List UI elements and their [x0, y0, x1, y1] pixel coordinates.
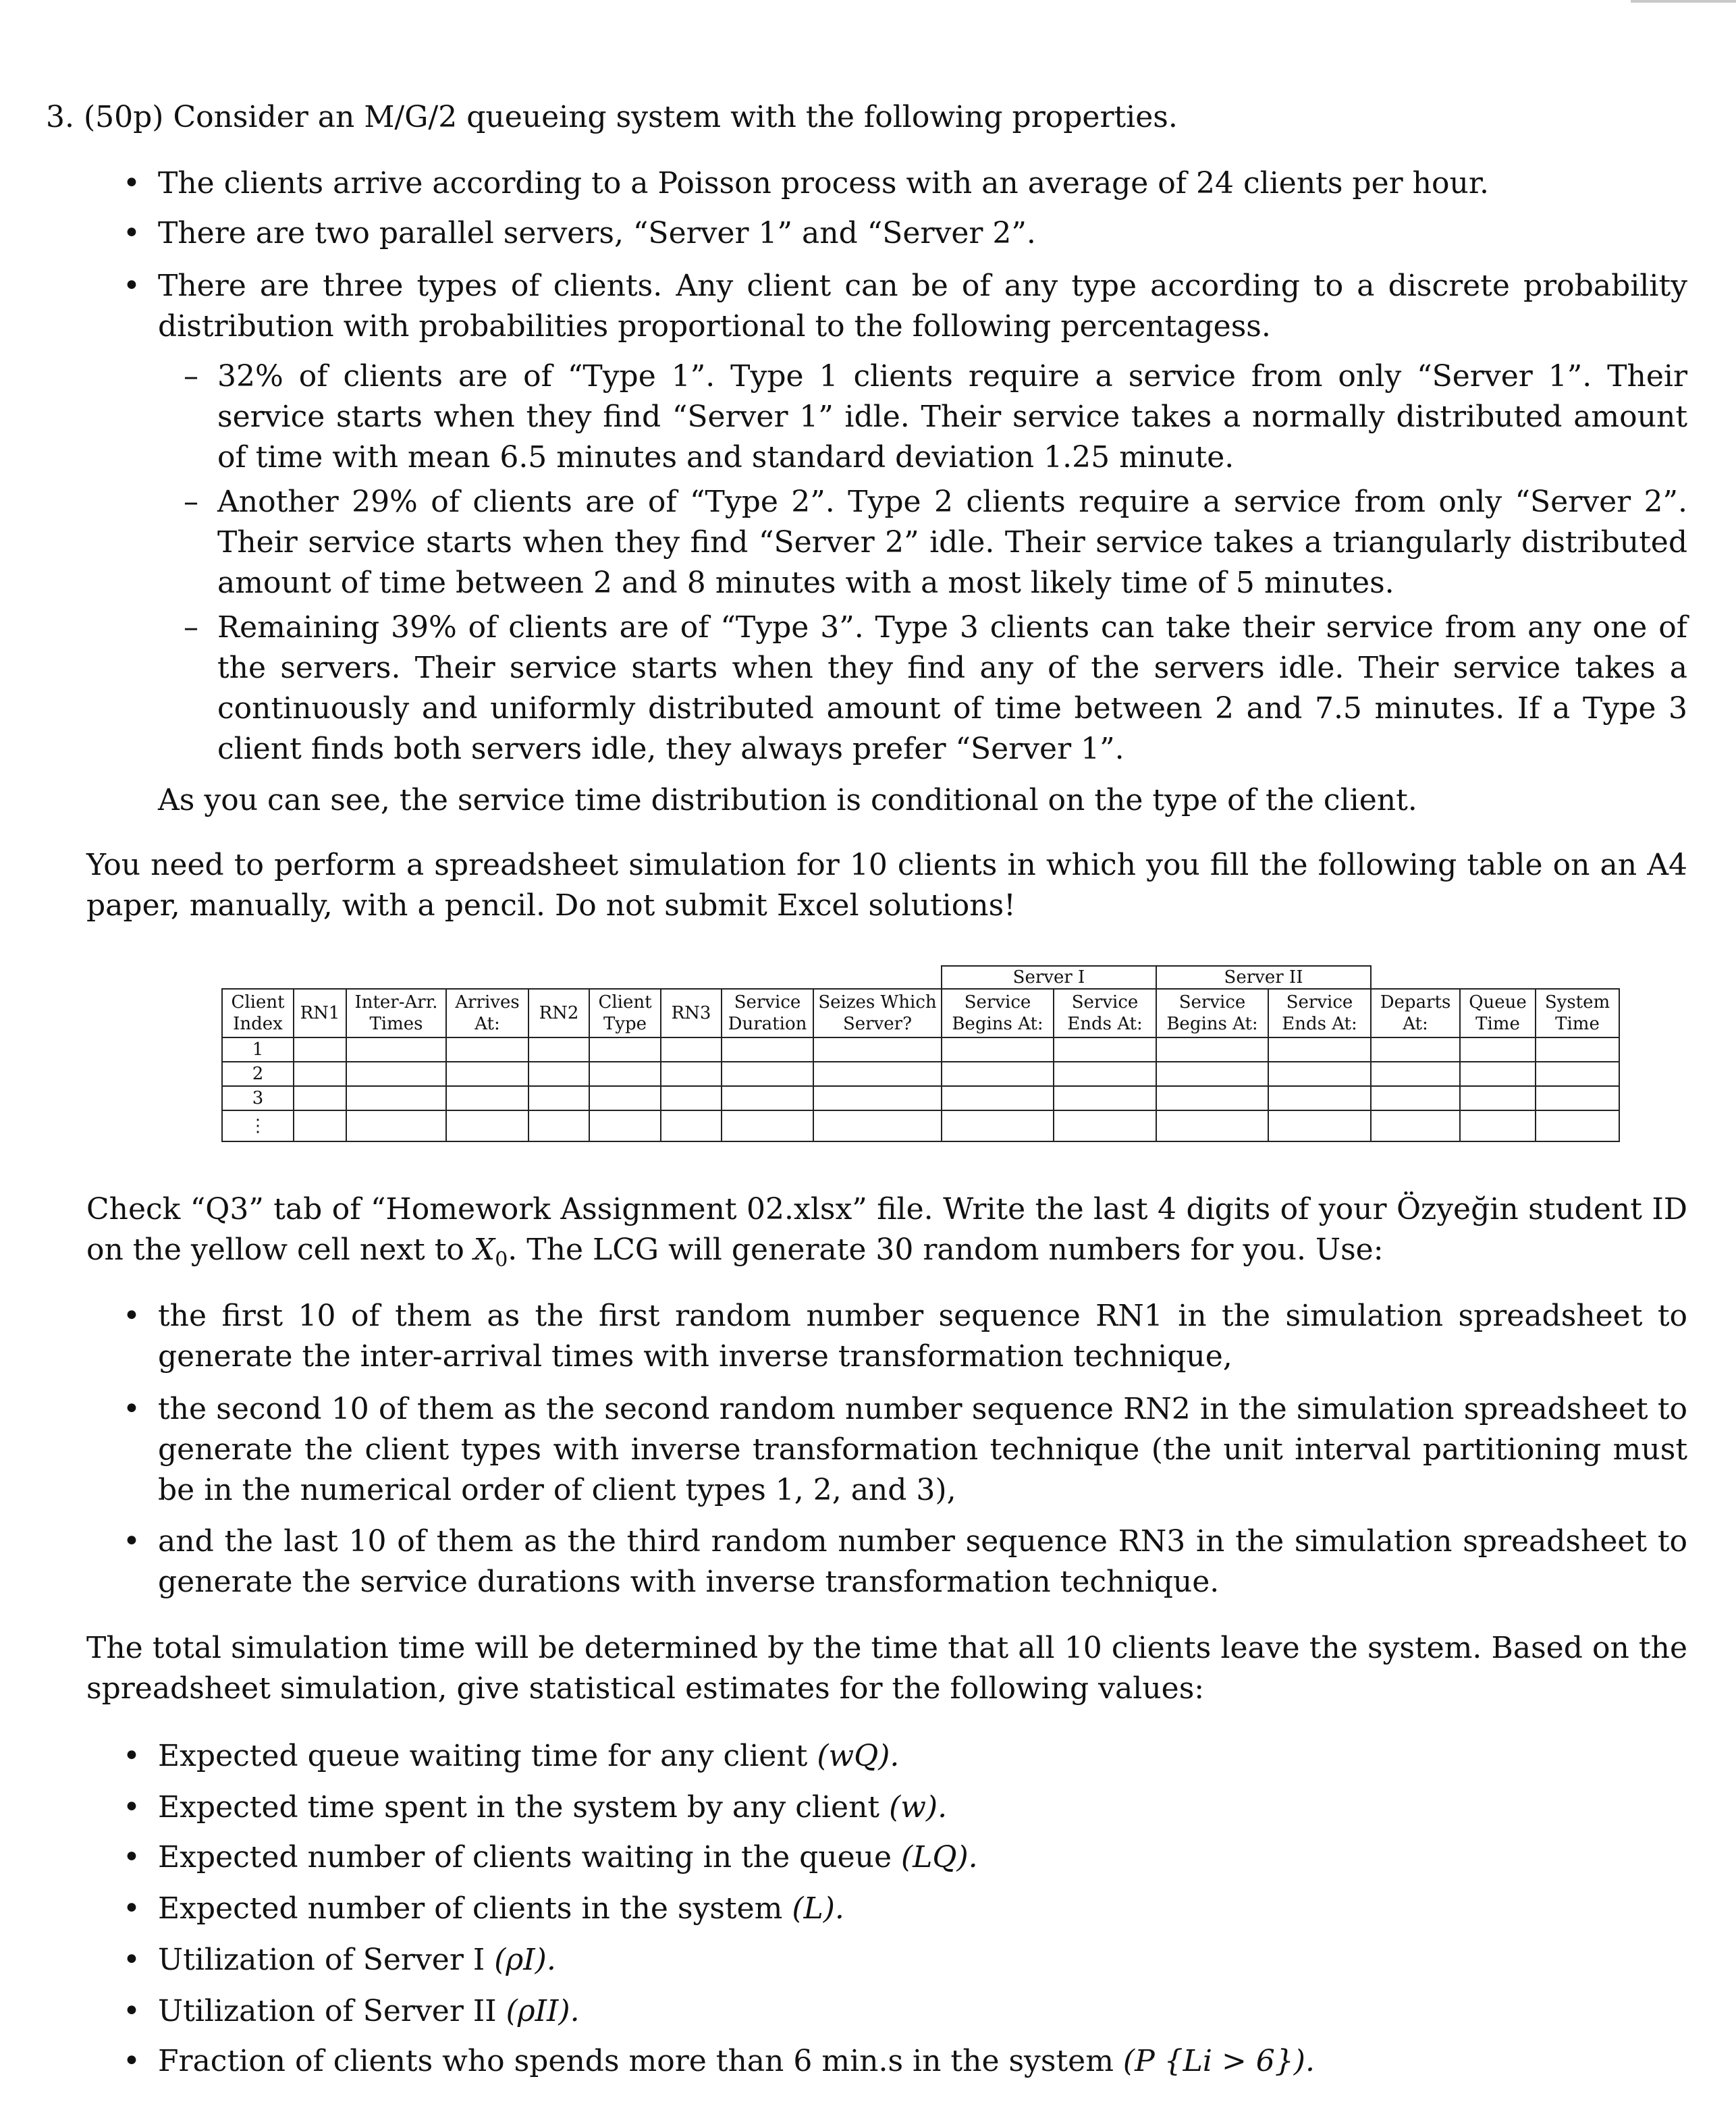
column-header: [661, 989, 722, 1037]
estimate-symbol: (wQ).: [817, 1739, 900, 1773]
empty-cell: [294, 1037, 346, 1062]
empty-cell: [1536, 1037, 1619, 1062]
table-header-row: [222, 989, 1619, 1037]
check-instructions: Check “Q3” tab of “Homework Assignment 02.xlsx” file. Write the last 4 digits of your Özyeğin student ID on the yellow cell next to $X_0$. The LCG will generate 30 random numbers for you. Use:: [86, 1192, 1687, 1272]
empty-cell: [346, 1037, 446, 1062]
bullet-icon: •: [123, 1524, 140, 1559]
column-header: [1156, 989, 1268, 1037]
scroll-indicator: [1631, 0, 1736, 3]
empty-cell: [1054, 1037, 1156, 1062]
column-header-line: Service: [1071, 992, 1139, 1013]
empty-cell: [1460, 1037, 1536, 1062]
estimate-symbol: (ρII).: [506, 1994, 580, 2028]
column-header-line: System: [1544, 992, 1610, 1013]
empty-cell: [1268, 1062, 1371, 1086]
estimate-text: Utilization of Server I: [158, 1943, 495, 1977]
client-index-cell: 2: [222, 1062, 294, 1086]
document-page: 3. (50p) Consider an M/G/2 queueing system with the following properties. • The clients arrive according to a Poisson process with an average of 24 clients per hour. • There are two parallel servers, “Server 1” and “Server 2”. • There are three types of clients. Any client can be of any type according to a discrete probability distribution with probabilities proportional to the following percentagess. – 32% of clients are of “Type 1”. Type 1 clients require a service from only “Server 1”. Their service starts when they find “Server 1” idle. Their service takes a normally distributed amount of time with mean 6.5 minutes and standard deviation 1.25 minute. – Another 29% of clients are of “Type 2”. Type 2 clients require a service from only “Server 2”. Their service starts when they find “Server 2” idle. Their service takes a triangularly distributed amount of time between 2 and 8 minutes with a most likely time of 5 minutes. – Remaining 39% of clients are of “Type 3”. Type 3 clients can take their service from any one of the servers. Their service starts when they find any of the servers idle. Their service takes a continuously and uniformly distributed amount of time between 2 and 7.5 minutes. If a Type 3 client finds both servers idle, they always prefer “Server 1”. As you can see, the service time distribution is conditional on the type of the client. You need to perform a spreadsheet simulation for 10 clients in which you fill the following table on an A4 paper, manually, with a pencil. Do not submit Excel solutions! Server I Server II Client Index RN1 Inter-Arr. Times Arrives At: RN2 Client Type RN3 Service Duration Seizes Which Server? Service Begins At: Service Ends At: Service Begins At: Service Ends At: Departs At: Queue Time System Time 1 2 3 ⋮ Check “Q3” tab of “Homework Assignment 02.xlsx” file. Write the last 4 digits of your Özyeğin student ID on the yellow cell next to $X_0$. The LCG will generate 30 random numbers for you. Use: • the first 10 of them as the first random number sequence RN1 in the simulation spreadsheet to generate the inter-arrival times with inverse transformation technique, • the second 10 of them as the second random number sequence RN2 in the simulation spreadsheet to generate the client types with inverse transformation technique (the unit interval partitioning must be in the numerical order of client types 1, 2, and 3), • and the last 10 of them as the third random number sequence RN3 in the simulation spreadsheet to generate the service durations with inverse transformation technique. The total simulation time will be determined by the time that all 10 clients leave the system. Based on the spreadsheet simulation, give statistical estimates for the following values: • Expected queue waiting time for any client (wQ). • Expected time spent in the system by any client (w). • Expected number of clients waiting in the queue (LQ). • Expected number of clients in the system (L). • Utilization of Server I (ρI). • Utilization of Server II (ρII). • Fraction of clients who spends more than 6 min.s in the system (P {Li > 6}).: [0, 0, 1736, 2106]
estimate-symbol: (ρI).: [494, 1943, 556, 1977]
total-time-paragraph: The total simulation time will be determined by the time that all 10 clients leave the system. Based on the spreadsheet simulation, give statistical estimates for the following values:: [86, 1631, 1687, 1706]
column-header-line: Ends At:: [1067, 1014, 1143, 1034]
task-instructions: You need to perform a spreadsheet simulation for 10 clients in which you fill the following table on an A4 paper, manually, with a pencil. Do not submit Excel solutions!: [86, 848, 1687, 923]
bullet-icon: •: [123, 1994, 140, 2028]
table-row: [222, 1037, 1619, 1062]
estimate-symbol: (L).: [792, 1891, 844, 1926]
column-header-line: Begins At:: [1166, 1014, 1258, 1034]
empty-cell: [722, 1037, 813, 1062]
column-header-line: Client: [598, 992, 652, 1013]
empty-cell: [661, 1062, 722, 1086]
bullet-icon: •: [123, 1739, 140, 1773]
empty-cell: [942, 1037, 1054, 1062]
empty-cell: [346, 1062, 446, 1086]
empty-cell: [1371, 1110, 1460, 1141]
column-header-line: Time: [1555, 1014, 1600, 1034]
empty-cell: [1460, 1086, 1536, 1110]
empty-cell: [1156, 1086, 1268, 1110]
empty-cell: [589, 1110, 661, 1141]
empty-cell: [528, 1037, 589, 1062]
use-bullet-1: • the first 10 of them as the first random number sequence RN1 in the simulation spreadsheet to generate the inter-arrival times with inverse transformation technique,: [123, 1296, 1687, 1377]
bullet-icon: •: [123, 1299, 140, 1333]
column-header-line: At:: [474, 1014, 500, 1034]
column-header-line: Inter-Arr.: [354, 992, 438, 1013]
empty-cell: [1268, 1110, 1371, 1141]
column-header-line: RN2: [539, 1003, 579, 1023]
empty-cell: [294, 1110, 346, 1141]
empty-cell: [528, 1086, 589, 1110]
client-index-cell: 1: [222, 1037, 294, 1062]
table-spacer: [1371, 966, 1619, 989]
type-2-item: – Another 29% of clients are of “Type 2”. Type 2 clients require a service from only “Server 2”. Their service starts when they find “Server 2” idle. Their service takes a triangularly distributed amount of time between 2 and 8 minutes with a most likely time of 5 minutes.: [184, 482, 1687, 603]
bullet-icon: •: [123, 166, 140, 200]
table-row: [222, 1062, 1619, 1086]
column-header-line: Duration: [728, 1014, 807, 1034]
empty-cell: [1268, 1086, 1371, 1110]
empty-cell: [1536, 1110, 1619, 1141]
empty-cell: [589, 1086, 661, 1110]
column-header: [1371, 989, 1460, 1037]
dash-icon: –: [184, 485, 198, 519]
dash-icon: –: [184, 610, 198, 645]
client-index-cell: 3: [222, 1086, 294, 1110]
column-header-line: Client: [231, 992, 285, 1013]
column-header-line: Service: [964, 992, 1031, 1013]
empty-cell: [528, 1110, 589, 1141]
empty-cell: [446, 1110, 528, 1141]
estimate-text: Fraction of clients who spends more than 6 min.s in the system: [158, 2044, 1123, 2078]
conditional-note: As you can see, the service time distribution is conditional on the type of the client.: [158, 783, 1417, 817]
column-header: [346, 989, 446, 1037]
column-header-line: At:: [1403, 1014, 1428, 1034]
empty-cell: [1536, 1086, 1619, 1110]
column-header-line: Type: [603, 1014, 647, 1034]
bullet-icon: •: [123, 1891, 140, 1926]
bullet-icon: •: [123, 1943, 140, 1977]
server-1-group-header: Server I: [942, 966, 1156, 989]
column-header: [222, 989, 294, 1037]
empty-cell: [1054, 1062, 1156, 1086]
column-header-line: Service: [1178, 992, 1246, 1013]
empty-cell: [1054, 1110, 1156, 1141]
column-header-line: Server?: [842, 1014, 913, 1034]
empty-cell: [942, 1086, 1054, 1110]
column-header-line: Seizes Which: [818, 992, 937, 1013]
empty-cell: [661, 1086, 722, 1110]
empty-cell: [346, 1086, 446, 1110]
empty-cell: [1460, 1110, 1536, 1141]
table-spacer: [222, 966, 942, 989]
property-bullet-3: • There are three types of clients. Any client can be of any type according to a discrete probability distribution with probabilities proportional to the following percentagess.: [123, 266, 1687, 347]
empty-cell: [1371, 1086, 1460, 1110]
empty-cell: [813, 1037, 942, 1062]
column-header-line: Begins At:: [952, 1014, 1043, 1034]
table-row: [222, 1086, 1619, 1110]
type-1-item: – 32% of clients are of “Type 1”. Type 1 clients require a service from only “Server 1”. Their service starts when they find “Server 1” idle. Their service takes a normally distributed amount of time with mean 6.5 minutes and standard deviation 1.25 minute.: [184, 356, 1687, 478]
column-header-line: Times: [369, 1014, 423, 1034]
empty-cell: [294, 1062, 346, 1086]
empty-cell: [942, 1062, 1054, 1086]
empty-cell: [346, 1110, 446, 1141]
column-header-line: Time: [1475, 1014, 1520, 1034]
empty-cell: [589, 1037, 661, 1062]
column-header-line: RN3: [671, 1003, 711, 1023]
empty-cell: [1268, 1037, 1371, 1062]
empty-cell: [1054, 1086, 1156, 1110]
empty-cell: [1460, 1062, 1536, 1086]
column-header: [1460, 989, 1536, 1037]
estimate-text: Expected time spent in the system by any client: [158, 1790, 890, 1825]
dash-icon: –: [184, 359, 198, 394]
column-header: [722, 989, 813, 1037]
column-header: [942, 989, 1054, 1037]
empty-cell: [813, 1086, 942, 1110]
estimate-symbol: (w).: [889, 1790, 948, 1825]
use-bullet-3: • and the last 10 of them as the third random number sequence RN3 in the simulation spreadsheet to generate the service durations with inverse transformation technique.: [123, 1521, 1687, 1602]
empty-cell: [942, 1110, 1054, 1141]
column-header: [1268, 989, 1371, 1037]
bullet-icon: •: [123, 269, 140, 303]
client-index-cell: ⋮: [222, 1110, 294, 1141]
bullet-icon: •: [123, 1392, 140, 1426]
empty-cell: [661, 1110, 722, 1141]
empty-cell: [813, 1110, 942, 1141]
column-header: [1536, 989, 1619, 1037]
bullet-icon: •: [123, 2044, 140, 2078]
estimate-text: Utilization of Server II: [158, 1994, 506, 2028]
empty-cell: [722, 1086, 813, 1110]
empty-cell: [446, 1086, 528, 1110]
column-header: [294, 989, 346, 1037]
empty-cell: [1536, 1062, 1619, 1086]
use-bullet-2: • the second 10 of them as the second random number sequence RN2 in the simulation spreadsheet to generate the client types with inverse transformation technique (the unit interval partitioning must be in the numerical order of client types 1, 2, and 3),: [123, 1389, 1687, 1511]
server-2-group-header: Server II: [1156, 966, 1371, 989]
column-header-line: Queue: [1469, 992, 1527, 1013]
empty-cell: [1156, 1110, 1268, 1141]
empty-cell: [722, 1062, 813, 1086]
column-header-line: Ends At:: [1282, 1014, 1357, 1034]
empty-cell: [1371, 1062, 1460, 1086]
bullet-icon: •: [123, 1790, 140, 1825]
empty-cell: [1156, 1037, 1268, 1062]
table-row: [222, 1110, 1619, 1141]
empty-cell: [528, 1062, 589, 1086]
column-header-line: Index: [233, 1014, 283, 1034]
column-header: [528, 989, 589, 1037]
column-header-line: Service: [1286, 992, 1353, 1013]
empty-cell: [294, 1086, 346, 1110]
empty-cell: [1156, 1062, 1268, 1086]
empty-cell: [446, 1062, 528, 1086]
estimate-text: Expected number of clients waiting in the queue: [158, 1840, 902, 1874]
column-header: [446, 989, 528, 1037]
estimate-symbol: (LQ).: [901, 1840, 978, 1874]
bullet-icon: •: [123, 216, 140, 250]
empty-cell: [589, 1062, 661, 1086]
column-header-line: RN1: [300, 1003, 340, 1023]
empty-cell: [722, 1110, 813, 1141]
empty-cell: [1371, 1037, 1460, 1062]
estimate-text: Expected number of clients in the system: [158, 1891, 792, 1926]
table-body: [222, 1037, 1619, 1141]
question-heading: 3. (50p) Consider an M/G/2 queueing system with the following properties.: [46, 100, 1178, 134]
estimate-text: Expected queue waiting time for any client: [158, 1739, 817, 1773]
type-3-item: – Remaining 39% of clients are of “Type 3”. Type 3 clients can take their service from any one of the servers. Their service starts when they find any of the servers idle. Their service takes a continuously and uniformly distributed amount of time between 2 and 7.5 minutes. If a Type 3 client finds both servers idle, they always prefer “Server 1”.: [184, 608, 1687, 770]
column-header-line: Departs: [1380, 992, 1451, 1013]
column-header-line: Arrives: [455, 992, 520, 1013]
empty-cell: [661, 1037, 722, 1062]
simulation-table: [221, 965, 1620, 1142]
empty-cell: [446, 1037, 528, 1062]
column-header: [813, 989, 942, 1037]
empty-cell: [813, 1062, 942, 1086]
column-header: [589, 989, 661, 1037]
bullet-icon: •: [123, 1840, 140, 1874]
column-header: [1054, 989, 1156, 1037]
column-header-line: Service: [734, 992, 801, 1013]
estimate-symbol: (P {Li > 6}).: [1122, 2044, 1315, 2078]
